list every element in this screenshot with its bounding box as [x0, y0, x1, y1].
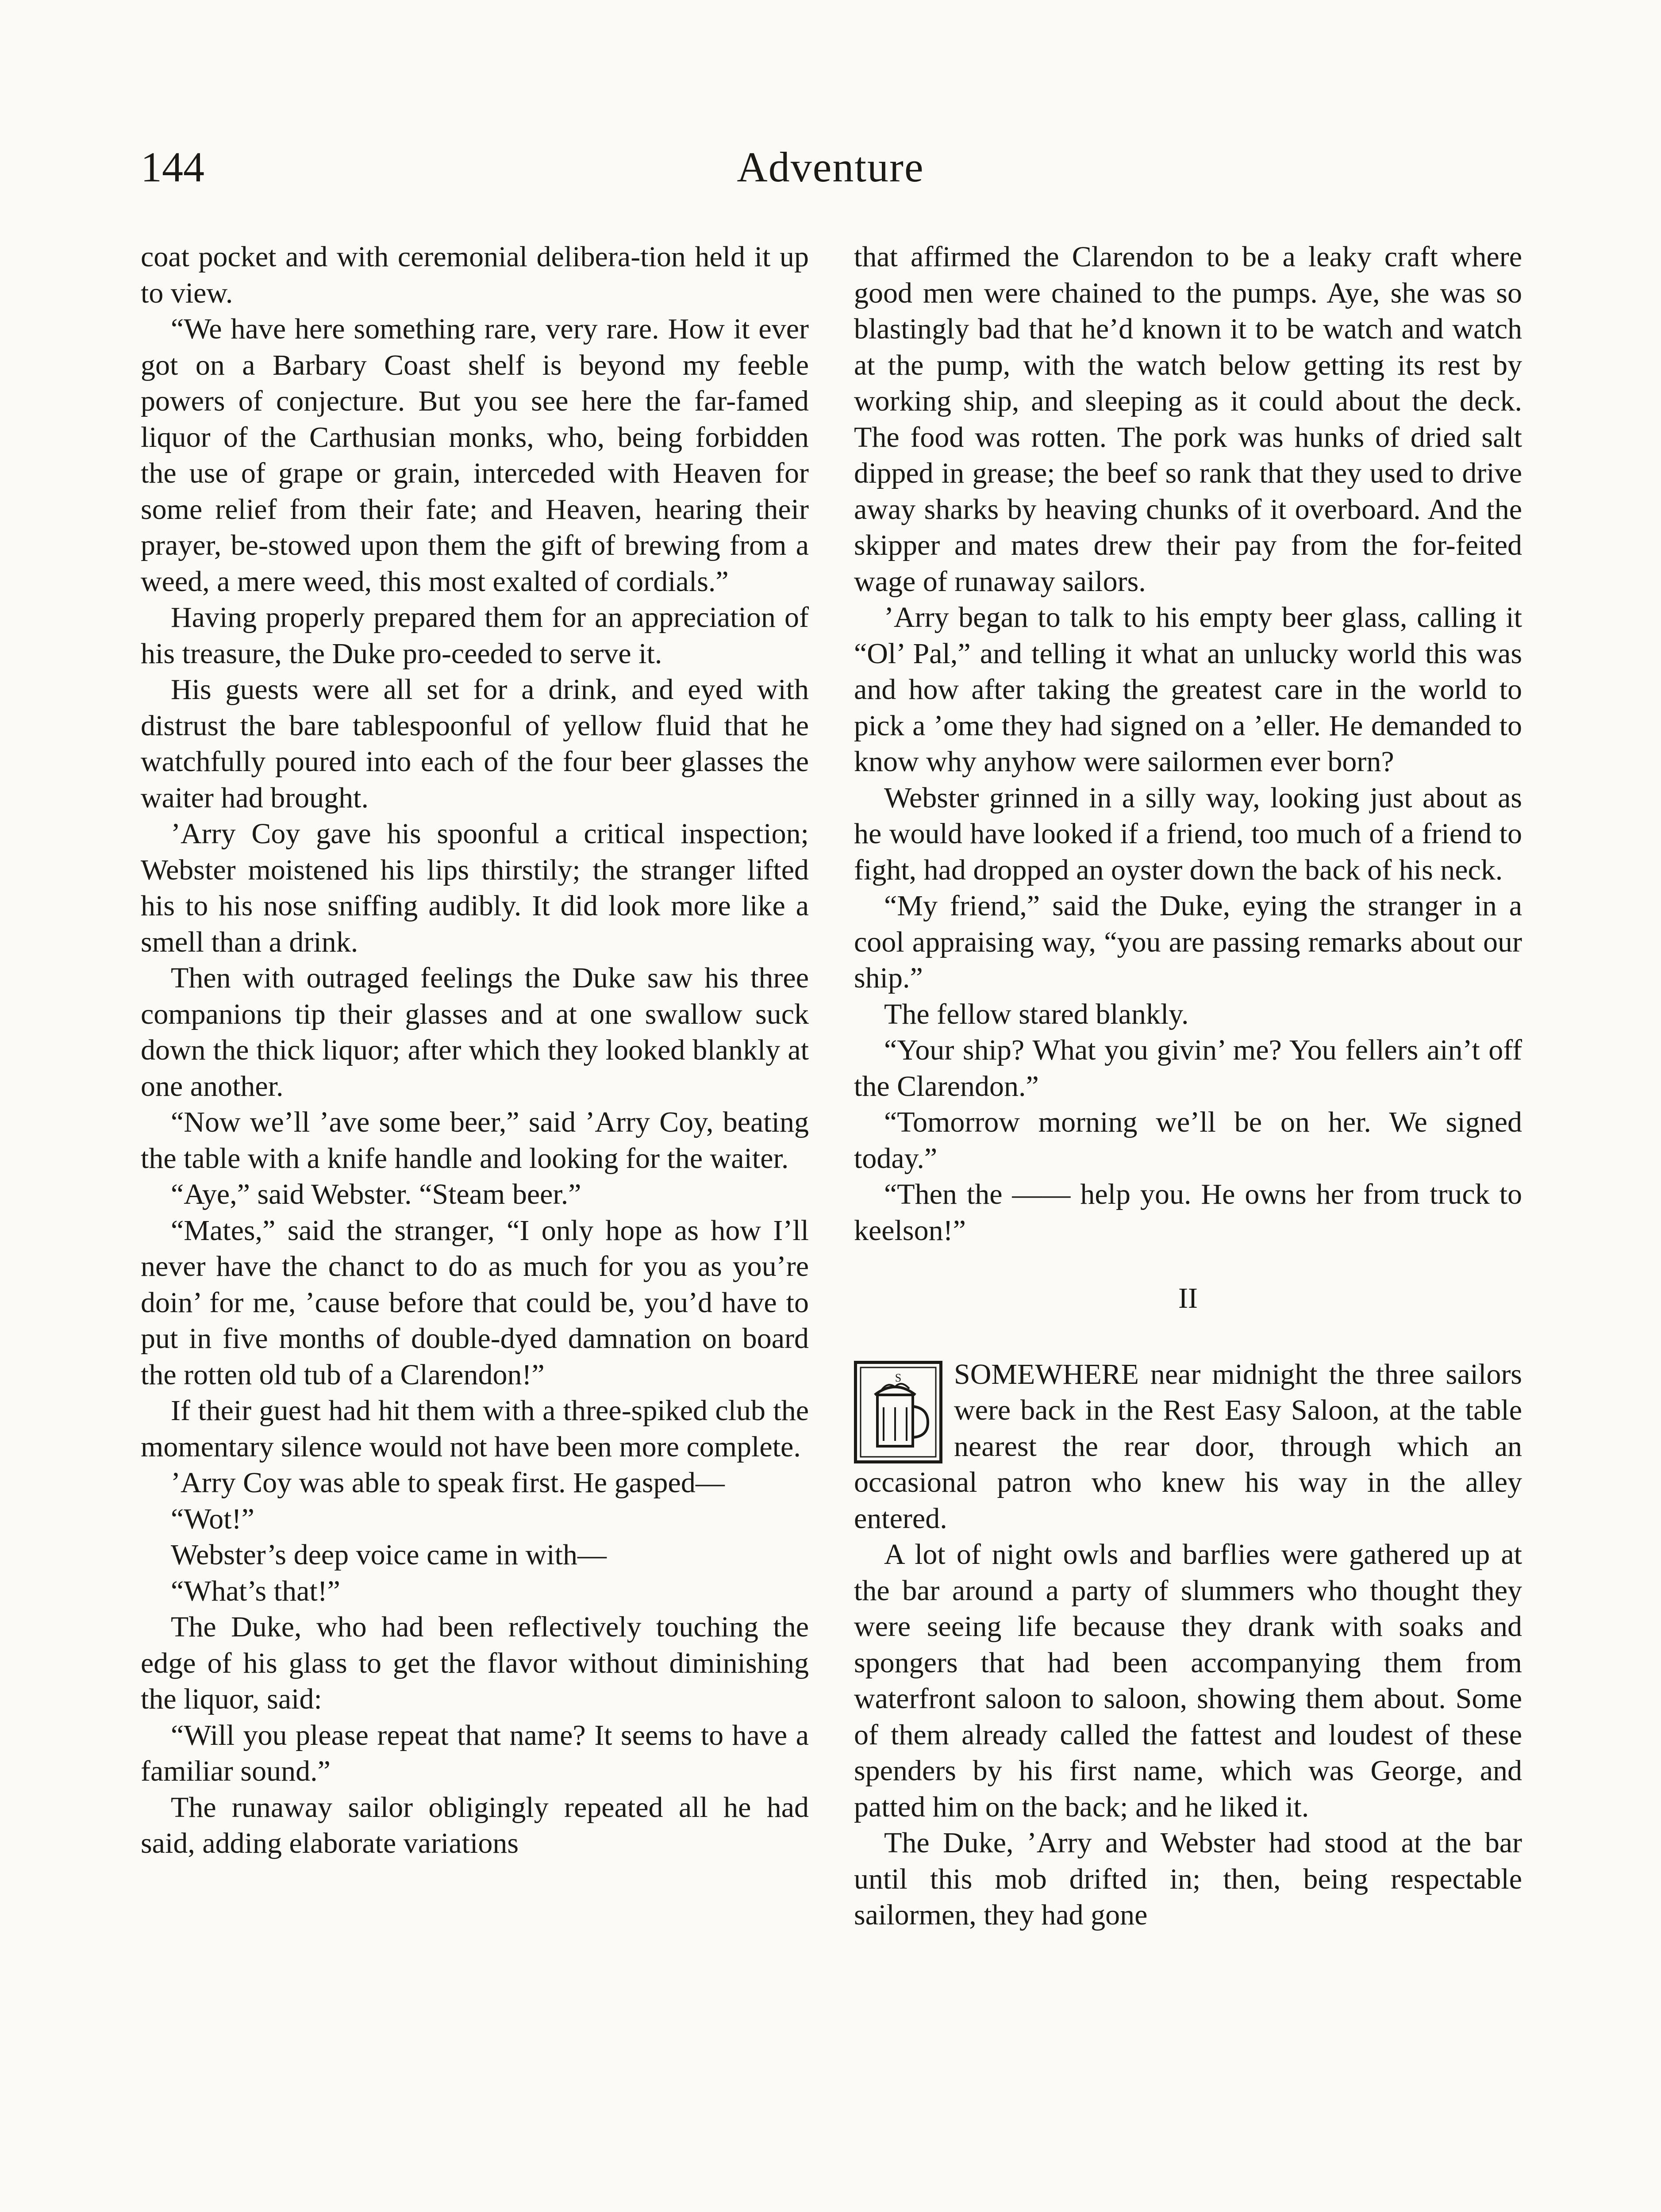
dropcap-beer-mug-icon: [854, 1361, 942, 1463]
running-head: Adventure: [737, 143, 924, 191]
paragraph: The Duke, who had been reflectively touching the edge of his glass to get the flavor without diminishing the liquor, said:: [141, 1611, 809, 1715]
paragraph: ’Arry Coy gave his spoonful a critical inspection; Webster moistened his lips thirstily; the stranger lifted his to his nose sniffing audibly. It did look more like a smell than a drink.: [141, 818, 809, 958]
paragraph: ’Arry began to talk to his empty beer glass, calling it “Ol’ Pal,” and telling it what an unlucky world this was and how after taking the greatest care in the world to pick a ’ome they had signed on a ’eller. He demanded to know why anyhow were sailormen ever born?: [854, 601, 1522, 778]
page-number: 144: [141, 143, 204, 191]
paragraph: “Mates,” said the stranger, “I only hope as how I’ll never have the chanct to do as much for you as you’re doin’ for me, ’cause before that could be, you’d have to put in five months of double-dyed damnation on board the rotten old tub of a Clarendon!”: [141, 1214, 809, 1391]
right-column: [854, 239, 1522, 1933]
dropcap-letter: S: [895, 1371, 902, 1384]
paragraph: “Aye,” said Webster. “Steam beer.”: [171, 1178, 581, 1210]
paragraph: “Then the —— help you. He owns her from truck to keelson!”: [854, 1178, 1522, 1247]
paragraph: “We have here something rare, very rare. How it ever got on a Barbary Coast shelf is beyond my feeble powers of conjecture. But you see here the far-famed liquor of the Carthusian monks, who, being forbidden the use of grape or grain, interceded with Heaven for some relief from their fate; and Heaven, hearing their prayer, be-stowed upon them the gift of brewing from a weed, a mere weed, this most exalted of cordials.”: [141, 313, 809, 598]
section-heading: II: [1178, 1282, 1198, 1314]
left-column: [141, 239, 809, 1862]
paragraph: “Your ship? What you givin’ me? You fellers ain’t off the Clarendon.”: [854, 1034, 1522, 1102]
paragraph: “My friend,” said the Duke, eying the stranger in a cool appraising way, “you are passing remarks about our ship.”: [854, 890, 1522, 994]
paragraph: A lot of night owls and barflies were gathered up at the bar around a party of slummers who thought they were seeing life because they drank with soaks and spongers that had been accompanying them from waterfront saloon to saloon, showing them about. Some of them already called the fattest and loudest of these spenders by his first name, which was George, and patted him on the back; and he liked it.: [854, 1538, 1522, 1823]
paragraph: “Wot!”: [171, 1502, 254, 1535]
paragraph: Then with outraged feelings the Duke saw his three companions tip their glasses and at one swallow suck down the thick liquor; after which they looked blankly at one another.: [141, 962, 809, 1102]
paragraph: The fellow stared blankly.: [884, 998, 1189, 1030]
paragraph: “What’s that!”: [171, 1575, 340, 1607]
paragraph: that affirmed the Clarendon to be a leaky craft where good men were chained to the pumps. Aye, she was so blastingly bad that he’d known it to be watch and watch at the pump, with the watch below getting its rest by working ship, and sleeping as it could about the deck. The food was rotten. The pork was hunks of dried salt dipped in grease; the beef so rank that they used to drive away sharks by heaving chunks of it overboard. And the skipper and mates drew their pay from the for-feited wage of runaway sailors.: [854, 241, 1522, 598]
paragraph: “Will you please repeat that name? It seems to have a familiar sound.”: [141, 1719, 809, 1787]
paragraph-dropcap: [854, 1356, 1522, 1537]
paragraph: The runaway sailor obligingly repeated all he had said, adding elaborate variations: [141, 1791, 809, 1859]
paragraph: The Duke, ’Arry and Webster had stood at the bar until this mob drifted in; then, being respectable sailormen, they had gone: [854, 1827, 1522, 1931]
paragraph: “Now we’ll ’ave some beer,” said ’Arry Coy, beating the table with a knife handle and looking for the waiter.: [141, 1106, 809, 1175]
paragraph: “Tomorrow morning we’ll be on her. We signed today.”: [854, 1106, 1522, 1175]
paragraph: His guests were all set for a drink, and eyed with distrust the bare tablespoonful of yellow fluid that he watchfully poured into each of the four beer glasses the waiter had brought.: [141, 673, 809, 814]
paragraph: coat pocket and with ceremonial delibera-tion held it up to view.: [141, 241, 809, 309]
paragraph: Webster’s deep voice came in with—: [171, 1539, 607, 1571]
paragraph: Having properly prepared them for an appreciation of his treasure, the Duke pro-ceeded to serve it.: [141, 601, 809, 670]
paragraph: If their guest had hit them with a three-spiked club the momentary silence would not have been more complete.: [141, 1394, 809, 1463]
paragraph: ’Arry Coy was able to speak first. He gasped—: [171, 1467, 725, 1499]
paragraph: Webster grinned in a silly way, looking just about as he would have looked if a friend, too much of a friend to fight, had dropped an oyster down the back of his neck.: [854, 781, 1522, 886]
dropcap-paragraph-text: SOMEWHERE near midnight the three sailors were back in the Rest Easy Saloon, at the table nearest the rear door, through which an occasional patron who knew his way in the alley entered.: [854, 1358, 1522, 1535]
